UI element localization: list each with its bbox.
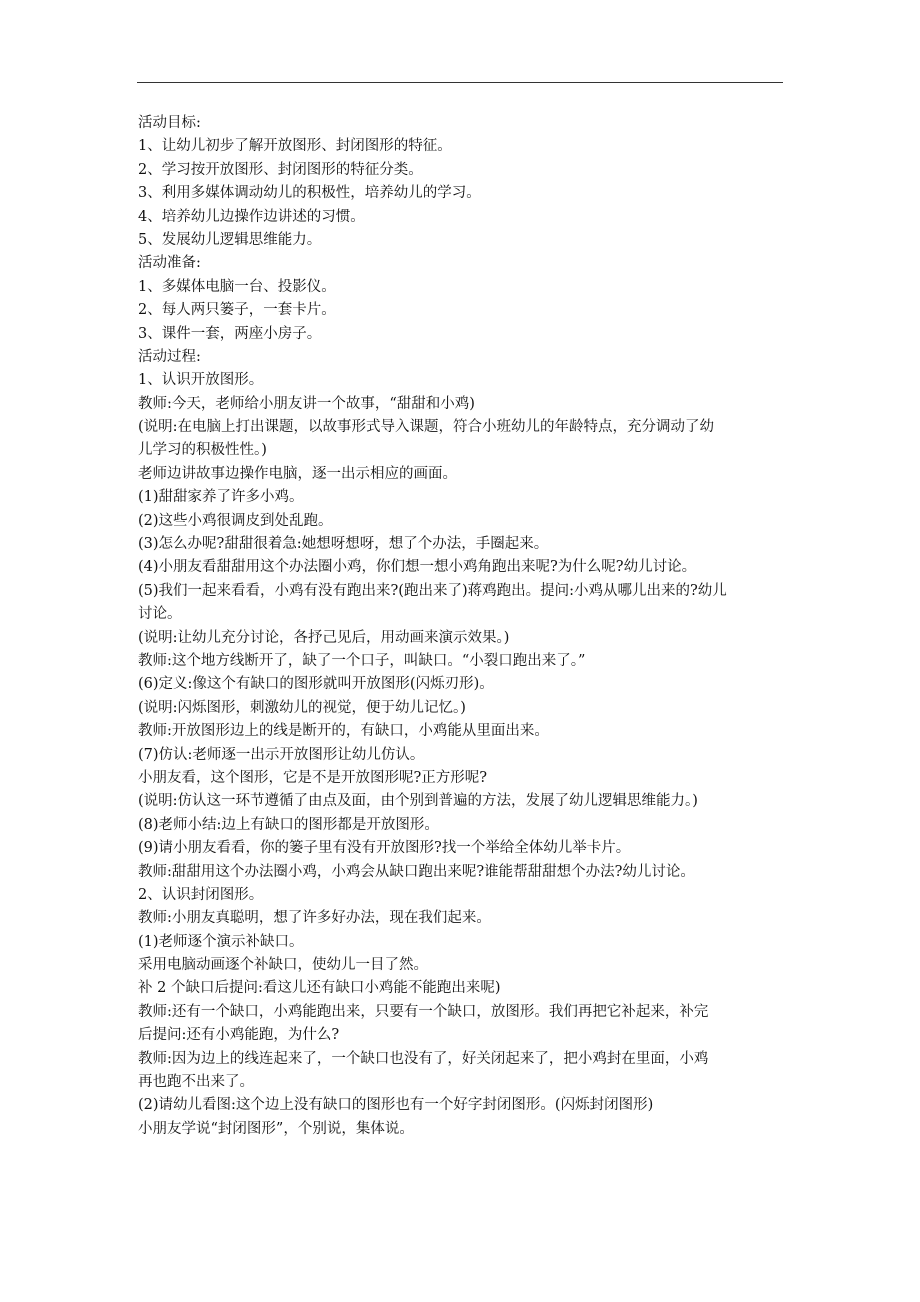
text-line: (5)我们一起来看看，小鸡有没有跑出来?(跑出来了)蒋鸡跑出。提问:小鸡从哪儿出来的?幼儿 — [138, 582, 727, 599]
text-line: (4)小朋友看甜甜用这个办法圈小鸡，你们想一想小鸡角跑出来呢?为什么呢?幼儿讨论。 — [138, 559, 697, 576]
text-line: 补 2 个缺口后提问:看这儿还有缺口小鸡能不能跑出来呢) — [138, 980, 501, 997]
text-line: (说明:让幼儿充分讨论，各抒己见后，用动画来演示效果。) — [138, 629, 510, 646]
process-step-heading-1: 1、认识开放图形。 — [138, 372, 264, 389]
text-line: 教师:这个地方线断开了，缺了一个口子，叫缺口。“小裂口跑出来了。” — [138, 652, 586, 669]
prep-item-3: 3、课件一套，两座小房子。 — [138, 325, 322, 342]
text-line: 采用电脑动画逐个补缺口，使幼儿一目了然。 — [138, 957, 428, 974]
text-line: (2)请幼儿看图:这个边上没有缺口的图形也有一个好字封闭图形。(闪烁封闭图形) — [138, 1097, 654, 1114]
text-line: (7)仿认:老师逐一出示开放图形让幼儿仿认。 — [138, 746, 425, 763]
text-line: (说明:在电脑上打出课题，以故事形式导入课题，符合小班幼儿的年龄特点，充分调动了幼 — [138, 419, 715, 436]
prep-item-1: 1、多媒体电脑一台、投影仪。 — [138, 278, 336, 295]
text-line: 后提问:还有小鸡能跑，为什么? — [138, 1027, 340, 1044]
section-heading-goals: 活动目标: — [138, 115, 201, 131]
text-line: (1)甜甜家养了许多小鸡。 — [138, 489, 304, 506]
text-line: 教师:小朋友真聪明，想了许多好办法，现在我们起来。 — [138, 910, 491, 927]
text-line: (3)怎么办呢?甜甜很着急:她想呀想呀，想了个办法，手圈起来。 — [138, 536, 549, 553]
goal-item-3: 3、利用多媒体调动幼儿的积极性，培养幼儿的学习。 — [138, 185, 481, 202]
text-line: (2)这些小鸡很调皮到处乱跑。 — [138, 512, 333, 529]
text-line: 老师边讲故事边操作电脑，逐一出示相应的画面。 — [138, 465, 457, 482]
goal-item-2: 2、学习按开放图形、封闭图形的特征分类。 — [138, 161, 423, 178]
text-line: (1)老师逐个演示补缺口。 — [138, 933, 304, 950]
document-body — [138, 112, 788, 1141]
text-line: 小朋友看，这个图形，它是不是开放图形呢?正方形呢? — [138, 769, 488, 786]
text-line: (8)老师小结:边上有缺口的图形都是开放图形。 — [138, 816, 439, 833]
text-line: 儿学习的积极性性。) — [138, 442, 267, 459]
text-line: (9)请小朋友看看，你的篓子里有没有开放图形?找一个举给全体幼儿举卡片。 — [138, 840, 631, 857]
section-heading-process: 活动过程: — [138, 348, 201, 365]
goal-item-1: 1、让幼儿初步了解开放图形、封闭图形的特征。 — [138, 138, 452, 155]
text-line: (6)定义:像这个有缺口的图形就叫开放图形(闪烁刃形)。 — [138, 676, 494, 693]
section-heading-preparation: 活动准备: — [138, 255, 201, 272]
text-line: 教师:开放图形边上的线是断开的，有缺口，小鸡能从里面出来。 — [138, 723, 549, 740]
text-line: 教师:因为边上的线连起来了，一个缺口也没有了，好关闭起来了，把小鸡封在里面，小鸡 — [138, 1050, 709, 1067]
text-line: (说明:闪烁图形，刺激幼儿的视觉，便于幼儿记忆。) — [138, 699, 466, 716]
text-line: (说明:仿认这一环节遵循了由点及面，由个别到普遍的方法，发展了幼儿逻辑思维能力。) — [138, 793, 698, 810]
goal-item-4: 4、培养幼儿边操作边讲述的习惯。 — [138, 208, 365, 225]
text-line: 小朋友学说“封闭图形”，个别说，集体说。 — [138, 1120, 414, 1137]
text-line: 再也跑不出来了。 — [138, 1074, 254, 1091]
text-line: 教师:还有一个缺口，小鸡能跑出来，只要有一个缺口，放图形。我们再把它补起来，补完 — [138, 1003, 709, 1020]
text-line: 讨论。 — [138, 606, 182, 623]
header-rule — [137, 82, 783, 83]
text-line: 教师:今天，老师给小朋友讲一个故事，“甜甜和小鸡) — [138, 395, 475, 412]
text-line: 教师:甜甜用这个办法圈小鸡，小鸡会从缺口跑出来呢?谁能帮甜甜想个办法?幼儿讨论。 — [138, 863, 695, 880]
goal-item-5: 5、发展幼儿逻辑思维能力。 — [138, 231, 322, 248]
prep-item-2: 2、每人两只篓子，一套卡片。 — [138, 302, 336, 319]
process-step-heading-2: 2、认识封闭图形。 — [138, 886, 264, 903]
